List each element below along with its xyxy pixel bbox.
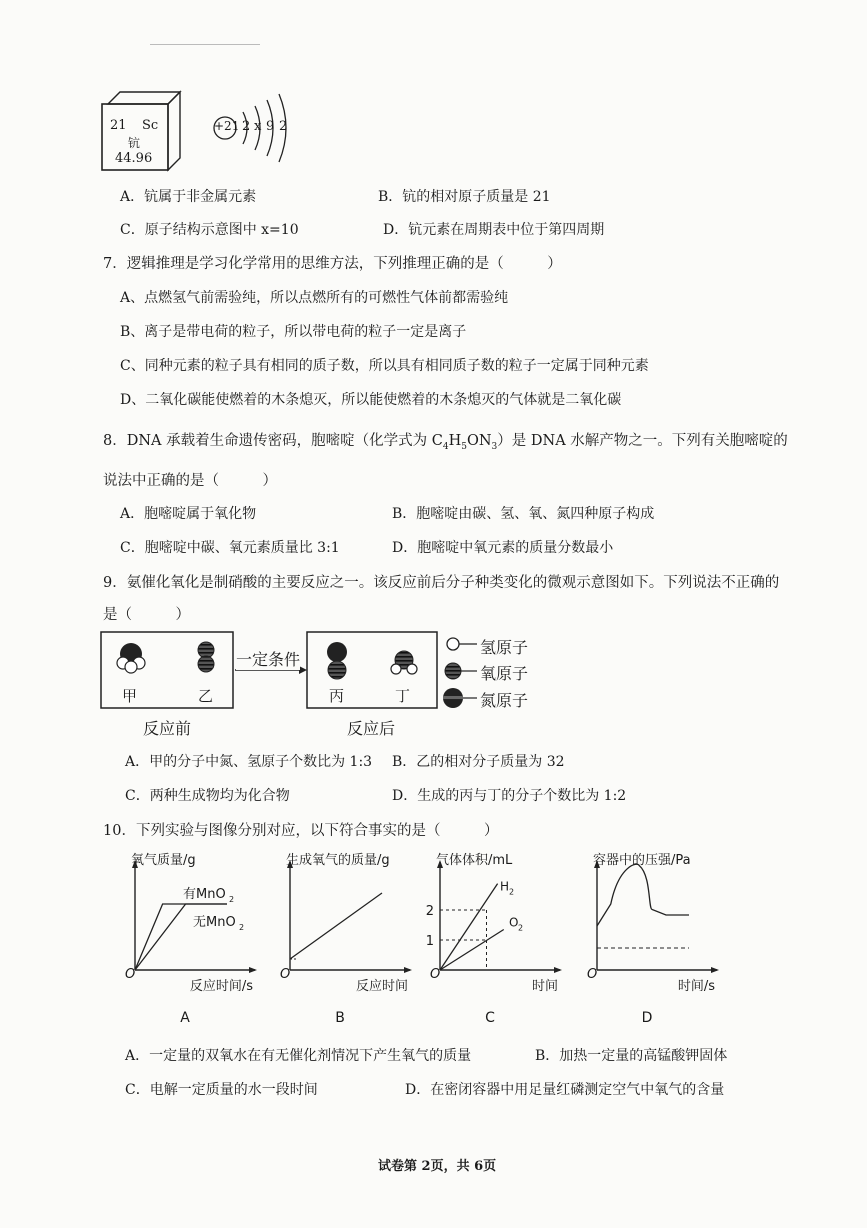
molecule-yi: [198, 642, 214, 672]
chart2-label-h2-sub: 2: [509, 887, 515, 897]
element-mass: 44.96: [115, 151, 153, 166]
legend-hydrogen: 氢原子: [480, 638, 529, 657]
chart2-label-o2-sub: 2: [518, 923, 524, 933]
q9-option-d: D．生成的丙与丁的分子个数比为 1:2: [392, 788, 627, 804]
q10-option-a: A．一定量的双氧水在有无催化剂情况下产生氧气的质量: [125, 1048, 472, 1064]
q7-option-c: C、同种元素的粒子具有相同的质子数，所以具有相同质子数的粒子一定属于同种元素: [120, 358, 649, 374]
chart3-series: [597, 864, 689, 926]
q9-option-b: B．乙的相对分子质量为 32: [392, 754, 565, 770]
q10-option-b: B．加热一定量的高锰酸钾固体: [535, 1048, 728, 1064]
q8-option-a: A．胞嘧啶属于氧化物: [120, 506, 257, 522]
q8-stem-part1: 8．DNA 承载着生命遗传密码，胞嘧啶（化学式为 C: [103, 433, 443, 449]
chart0-ylabel: 氧气质量/g: [131, 853, 196, 868]
q7-option-a: A、点燃氢气前需验纯，所以点燃所有的可燃性气体前都需验纯: [120, 290, 509, 306]
chart2-ylabel: 气体体积/mL: [436, 853, 513, 868]
chart0-label-1-tick: [187, 908, 195, 912]
q8-stem-line2: 说法中正确的是（ ）: [103, 473, 277, 489]
q7-option-b: B、离子是带电荷的粒子，所以带电荷的粒子一定是离子: [120, 324, 467, 340]
chart1-ylabel: 生成氧气的质量/g: [286, 853, 390, 868]
q8-stem-h: H: [448, 433, 462, 449]
chart2-series-h2: [440, 884, 498, 970]
shell-2: x: [254, 119, 262, 134]
q8-option-c: C．胞嘧啶中碳、氧元素质量比 3:1: [120, 540, 340, 556]
label-ding: 丁: [395, 687, 411, 705]
chart3-ylabel: 容器中的压强/Pa: [593, 853, 691, 868]
chart1-x-arrow: [404, 967, 412, 973]
q10-charts: [110, 842, 740, 1032]
chart2-label-h2: H: [500, 879, 510, 894]
chart2-series-o2: [440, 930, 504, 971]
chart3-xlabel: 时间/s: [677, 979, 715, 994]
label-bing: 丙: [329, 687, 345, 705]
q8-sub-h: 5: [461, 441, 467, 452]
q7-stem: 7．逻辑推理是学习化学常用的思维方法，下列推理正确的是（ ）: [103, 256, 562, 272]
shell-4: 2: [279, 119, 288, 134]
shell-3: 9: [266, 119, 275, 134]
chart0-title: A: [180, 1010, 190, 1026]
chart1-title: B: [335, 1010, 345, 1026]
chart2-origin: O: [430, 967, 441, 982]
chart1-series-0: [290, 893, 382, 959]
q10-stem: 10．下列实验与图像分别对应，以下符合事实的是（ ）: [103, 823, 499, 839]
q10-option-c: C．电解一定质量的水一段时间: [125, 1082, 318, 1098]
chart1-xlabel: 反应时间: [355, 979, 408, 994]
q8-stem-part2: ）是 DNA 水解产物之一。下列有关胞嘧啶的: [497, 433, 788, 449]
chart2-label-o2: O: [509, 915, 519, 930]
q8-sub-c: 4: [442, 441, 449, 452]
q6-option-d: D．钪元素在周期表中位于第四周期: [383, 222, 605, 238]
molecule-bing: [327, 642, 347, 679]
chart1-origin: O: [280, 967, 291, 982]
chart0-label-1: 无MnO: [193, 915, 236, 930]
molecule-jia: [117, 643, 145, 673]
q7-option-d: D、二氧化碳能使燃着的木条熄灭，所以能使燃着的木条熄灭的气体就是二氧化碳: [120, 392, 622, 408]
q9-option-c: C．两种生成物均为化合物: [125, 788, 290, 804]
q6-option-a: A．钪属于非金属元素: [120, 189, 257, 205]
element-name: 钪: [128, 136, 141, 150]
q6-option-b: B．钪的相对原子质量是 21: [378, 189, 551, 205]
scan-mark: [150, 44, 260, 45]
legend-nitrogen: 氮原子: [480, 691, 529, 710]
shell-1: 2: [242, 119, 251, 134]
chart0-origin: O: [125, 967, 136, 982]
element-symbol: Sc: [142, 118, 159, 133]
label-before: 反应前: [143, 719, 192, 738]
chart2-ytick-2: 2: [425, 904, 434, 919]
legend-oxygen: 氧原子: [480, 664, 529, 683]
chart0-label-0: 有MnO: [183, 887, 226, 902]
chart0-x-arrow: [249, 967, 257, 973]
arrow-label: 一定条件: [236, 647, 300, 670]
q8-stem-on: ON: [466, 433, 492, 449]
q9-stem: 9．氨催化氧化是制硝酸的主要反应之一。该反应前后分子种类变化的微观示意图如下。下列说法不正确的: [103, 575, 780, 591]
q9-stem-line2: 是（ ）: [103, 607, 190, 623]
chart0-xlabel: 反应时间/s: [189, 979, 253, 994]
q8-option-b: B．胞嘧啶由碳、氢、氧、氮四种原子构成: [392, 506, 655, 522]
chart2-xlabel: 时间: [531, 979, 558, 994]
q9-option-a: A．甲的分子中氮、氢原子个数比为 1:3: [125, 754, 373, 770]
chart2-title: C: [485, 1010, 495, 1026]
q8-stem: [103, 429, 788, 452]
chart2-x-arrow: [554, 967, 562, 973]
q8-option-d: D．胞嘧啶中氧元素的质量分数最小: [392, 540, 614, 556]
label-yi: 乙: [198, 687, 214, 705]
page-footer: 试卷第 2页，共 6页: [378, 1159, 497, 1174]
q6-option-c: C．原子结构示意图中 x=10: [120, 222, 299, 238]
q10-option-d: D．在密闭容器中用足量红磷测定空气中氧气的含量: [405, 1082, 725, 1098]
label-after: 反应后: [347, 719, 396, 738]
chart3-title: D: [641, 1010, 653, 1026]
chart0-label-0-sub: 2: [229, 895, 235, 904]
chart3-origin: O: [587, 967, 598, 982]
molecule-ding: [391, 651, 417, 674]
chart3-x-arrow: [711, 967, 719, 973]
chart2-ytick-1: 1: [425, 934, 434, 949]
chart0-label-1-sub: 2: [239, 923, 245, 932]
q8-sub-n: 3: [491, 441, 498, 452]
element-number: 21: [110, 118, 127, 133]
label-jia: 甲: [122, 687, 138, 705]
atom-legend: [443, 634, 483, 714]
chart0-series-0: [135, 904, 227, 970]
nucleus-charge: +21: [214, 119, 240, 133]
